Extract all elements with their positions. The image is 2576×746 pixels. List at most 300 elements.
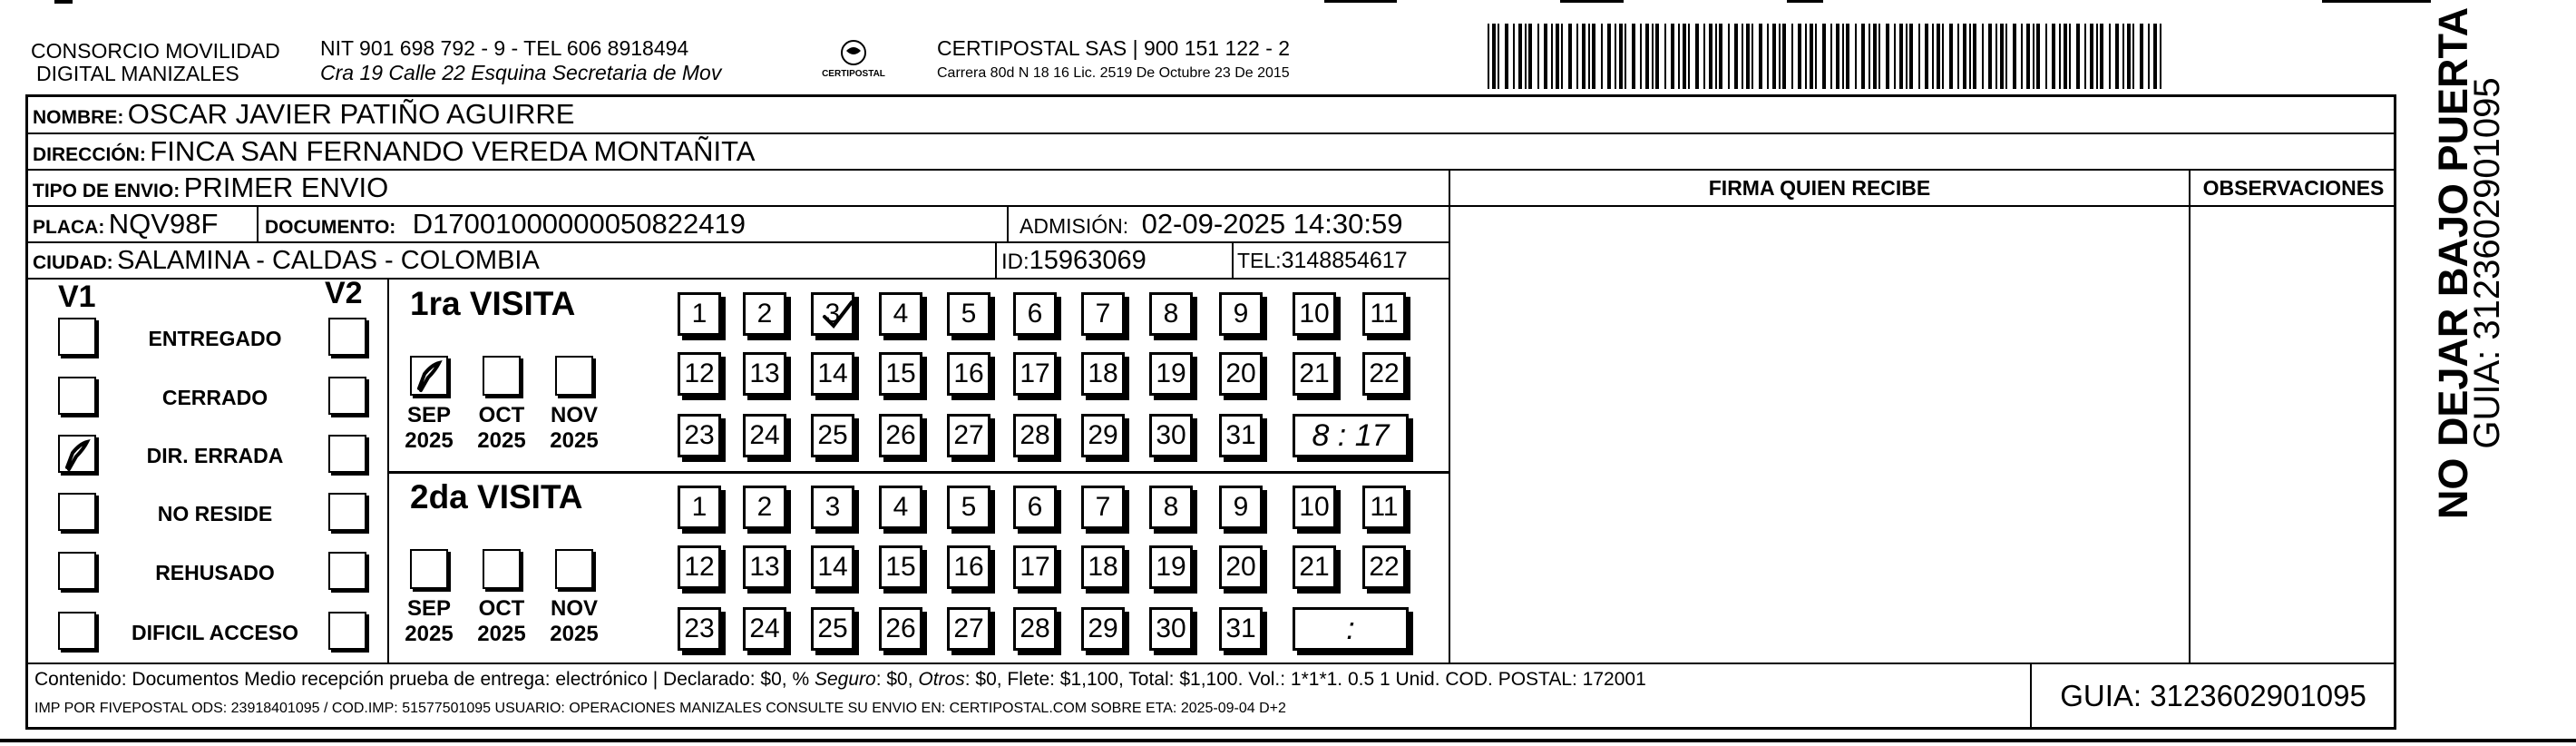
day-number: 25 xyxy=(817,613,848,643)
day-checkbox[interactable] xyxy=(811,292,854,336)
day-number: 31 xyxy=(1225,613,1256,643)
day-checkbox[interactable] xyxy=(1219,292,1263,336)
day-number: 17 xyxy=(1020,358,1050,388)
barcode-bar xyxy=(2153,24,2157,89)
barcode-bar xyxy=(1518,24,1522,89)
day-checkbox[interactable] xyxy=(879,486,922,529)
year-label: 2025 xyxy=(550,428,599,453)
day-number: 4 xyxy=(893,492,909,522)
barcode-bar xyxy=(2122,24,2124,89)
company-nit: NIT 901 698 792 - 9 - TEL 606 8918494 xyxy=(320,36,689,60)
day-checkbox[interactable] xyxy=(1013,607,1057,651)
time-field[interactable] xyxy=(1293,607,1409,651)
barcode-bar xyxy=(2148,24,2150,89)
month-checkbox[interactable] xyxy=(483,356,521,396)
document-label: DOCUMENTO: xyxy=(265,217,396,238)
day-number: 30 xyxy=(1156,420,1186,450)
barcode-bar xyxy=(2096,24,2098,89)
day-number: 22 xyxy=(1369,552,1400,582)
barcode-bar xyxy=(1836,24,1839,89)
barcode-bar xyxy=(1615,24,1616,89)
barcode-bar xyxy=(2076,24,2080,89)
day-checkbox[interactable] xyxy=(1081,414,1125,457)
day-number: 19 xyxy=(1156,552,1186,582)
city-value: SALAMINA - CALDAS - COLOMBIA xyxy=(117,246,540,275)
barcode-bar xyxy=(2036,24,2040,89)
v2-checkbox[interactable] xyxy=(328,377,366,415)
day-number: 15 xyxy=(885,358,916,388)
year-label: 2025 xyxy=(405,622,454,646)
day-number: 15 xyxy=(885,552,916,582)
barcode-bar xyxy=(1742,24,1743,89)
day-checkbox[interactable] xyxy=(811,486,854,529)
barcode-bar xyxy=(2021,24,2023,89)
day-number: 31 xyxy=(1225,420,1256,450)
barcode-bar xyxy=(1861,24,1865,89)
barcode-bar xyxy=(2090,24,2093,89)
barcode-bar xyxy=(1728,24,1730,89)
barcode-bar xyxy=(1561,24,1563,89)
day-checkbox[interactable] xyxy=(1219,545,1263,589)
address-row xyxy=(33,133,755,170)
day-number: 7 xyxy=(1095,299,1111,329)
v1-checkbox[interactable] xyxy=(58,493,96,531)
time-value: : xyxy=(1346,612,1355,646)
barcode-bar xyxy=(1678,24,1680,89)
barcode-bar xyxy=(1528,24,1532,89)
year-label: 2025 xyxy=(550,622,599,646)
day-number: 12 xyxy=(684,358,715,388)
barcode-bar xyxy=(1488,24,1489,89)
day-number: 3 xyxy=(825,299,841,329)
day-checkbox[interactable] xyxy=(743,414,786,457)
barcode-bar xyxy=(1568,24,1572,89)
company-name-line1: CONSORCIO MOVILIDAD xyxy=(31,39,280,63)
day-checkbox[interactable] xyxy=(811,607,854,651)
barcode-bar xyxy=(1537,24,1539,89)
day-checkbox[interactable] xyxy=(1013,545,1057,589)
barcode-bar xyxy=(2069,24,2071,89)
recipient-address: FINCA SAN FERNANDO VEREDA MONTAÑITA xyxy=(150,135,756,167)
id-label: ID: xyxy=(1001,250,1029,274)
month-checkbox[interactable] xyxy=(410,356,448,396)
barcode-bar xyxy=(2026,24,2030,89)
barcode-bar xyxy=(1957,24,1959,89)
barcode-bar xyxy=(1969,24,1971,89)
signature-header: FIRMA QUIEN RECIBE xyxy=(1708,176,1931,200)
type-row xyxy=(33,170,388,206)
day-checkbox[interactable] xyxy=(1081,486,1125,529)
day-number: 29 xyxy=(1088,613,1118,643)
barcode-bar xyxy=(1601,24,1603,89)
type-label: TIPO DE ENVIO: xyxy=(33,181,181,201)
day-number: 9 xyxy=(1233,299,1249,329)
courier-name: CERTIPOSTAL SAS | 900 151 122 - 2 xyxy=(937,36,1291,60)
barcode-bar xyxy=(1988,24,1992,89)
barcode-bar xyxy=(1492,24,1496,89)
day-checkbox[interactable] xyxy=(1362,545,1406,589)
month-year-label xyxy=(470,596,533,647)
day-checkbox[interactable] xyxy=(678,292,721,336)
day-checkbox[interactable] xyxy=(947,486,990,529)
barcode-bar xyxy=(2059,24,2061,89)
month-year-label xyxy=(397,403,461,454)
day-number: 16 xyxy=(953,358,984,388)
day-checkbox[interactable] xyxy=(947,607,990,651)
day-number: 21 xyxy=(1299,358,1330,388)
day-number: 24 xyxy=(749,613,780,643)
document-value: D17001000000050822419 xyxy=(412,208,746,240)
barcode-bar xyxy=(1982,24,1984,89)
day-number: 6 xyxy=(1027,492,1043,522)
day-checkbox[interactable] xyxy=(879,352,922,396)
barcode-bar xyxy=(1779,24,1781,89)
day-checkbox[interactable] xyxy=(879,545,922,589)
day-checkbox[interactable] xyxy=(879,607,922,651)
barcode-bar xyxy=(1505,24,1508,89)
barcode-bar xyxy=(1645,24,1649,89)
courier-address: Carrera 80d N 18 16 Lic. 2519 De Octubre 23 De 2015 xyxy=(937,65,1290,81)
day-number: 6 xyxy=(1027,299,1043,329)
day-checkbox[interactable] xyxy=(879,414,922,457)
observations-area[interactable] xyxy=(2191,207,2396,663)
day-number: 18 xyxy=(1088,358,1118,388)
handwritten-check-icon xyxy=(412,358,448,394)
v2-checkbox[interactable] xyxy=(328,318,366,356)
day-checkbox[interactable] xyxy=(1219,352,1263,396)
month-checkbox[interactable] xyxy=(555,549,593,589)
v1-header: V1 xyxy=(58,280,96,314)
barcode-bar xyxy=(1995,24,1997,89)
barcode-bar xyxy=(1963,24,1966,89)
barcode-bar xyxy=(1873,24,1877,89)
day-checkbox[interactable] xyxy=(1362,486,1406,529)
month-checkbox[interactable] xyxy=(410,549,448,589)
day-number: 29 xyxy=(1088,420,1118,450)
barcode-bar xyxy=(1556,24,1559,89)
barcode-bar xyxy=(2127,24,2131,89)
day-checkbox[interactable] xyxy=(1081,607,1125,651)
day-checkbox[interactable] xyxy=(743,486,786,529)
day-number: 10 xyxy=(1299,492,1330,522)
barcode-bar xyxy=(1576,24,1578,89)
v1-checkbox[interactable] xyxy=(58,612,96,650)
month-checkbox[interactable] xyxy=(483,549,521,589)
day-checkbox[interactable] xyxy=(1149,607,1193,651)
barcode-bar xyxy=(1918,24,1920,89)
day-checkbox[interactable] xyxy=(947,414,990,457)
day-checkbox[interactable] xyxy=(811,545,854,589)
barcode-bar xyxy=(1925,24,1928,89)
barcode-bar xyxy=(1906,24,1908,89)
v1-checkbox[interactable] xyxy=(58,377,96,415)
contents-text-c: : $0, Flete: $1,100, Total: $1,100. Vol.: 1*1*1. 0.5 1 Unid. COD. POSTAL: 172001 xyxy=(964,669,1646,690)
month-label: SEP xyxy=(406,403,452,427)
day-checkbox[interactable] xyxy=(743,545,786,589)
barcode-bar xyxy=(1688,24,1690,89)
barcode xyxy=(1488,24,2168,89)
barcode-bar xyxy=(1655,24,1659,89)
barcode-bar xyxy=(1842,24,1844,89)
month-label: NOV xyxy=(550,596,598,621)
scan-edge-bottom xyxy=(0,737,2576,746)
day-checkbox[interactable] xyxy=(1081,352,1125,396)
barcode-bar xyxy=(1719,24,1722,89)
month-year-label xyxy=(542,596,606,647)
day-number: 1 xyxy=(691,492,707,522)
barcode-bar xyxy=(1619,24,1623,89)
barcode-bar xyxy=(2000,24,2004,89)
day-number: 21 xyxy=(1299,552,1330,582)
day-number: 7 xyxy=(1095,492,1111,522)
day-checkbox[interactable] xyxy=(1149,292,1193,336)
day-checkbox[interactable] xyxy=(743,352,786,396)
day-checkbox[interactable] xyxy=(1362,352,1406,396)
tel-cell xyxy=(1237,242,1408,279)
day-checkbox[interactable] xyxy=(1293,292,1336,336)
barcode-bar xyxy=(2132,24,2134,89)
signature-area[interactable] xyxy=(1450,207,2189,663)
barcode-bar xyxy=(1899,24,1903,89)
barcode-bar xyxy=(2140,24,2143,89)
print-info-line: IMP POR FIVEPOSTAL ODS: 23918401095 / COD.IMP: 51577501095 USUARIO: OPERACIONES MANIZALES CONSULTE SU ENVIO EN: CERTIPOSTAL.COM SOBRE ETA: 2025-09-04 D+2 xyxy=(34,701,1286,716)
day-number: 4 xyxy=(893,299,909,329)
barcode-bar xyxy=(1878,24,1880,89)
v2-checkbox[interactable] xyxy=(328,612,366,650)
barcode-bar xyxy=(1830,24,1832,89)
day-number: 1 xyxy=(691,299,707,329)
barcode-bar xyxy=(1973,24,1976,89)
day-number: 14 xyxy=(817,358,848,388)
day-number: 28 xyxy=(1020,613,1050,643)
day-checkbox[interactable] xyxy=(1149,352,1193,396)
day-checkbox[interactable] xyxy=(1013,414,1057,457)
city-label: CIUDAD: xyxy=(33,252,113,273)
side-guia: GUIA: 3123602901095 xyxy=(2467,77,2507,449)
name-row xyxy=(33,96,574,133)
day-number: 28 xyxy=(1020,420,1050,450)
day-checkbox[interactable] xyxy=(811,414,854,457)
day-checkbox[interactable] xyxy=(811,352,854,396)
day-number: 11 xyxy=(1370,299,1399,329)
v1-checkbox[interactable] xyxy=(58,552,96,590)
barcode-bar xyxy=(1652,24,1654,89)
barcode-bar xyxy=(1759,24,1762,89)
city-cell xyxy=(33,242,540,279)
day-checkbox[interactable] xyxy=(1149,486,1193,529)
day-checkbox[interactable] xyxy=(1293,352,1336,396)
barcode-bar xyxy=(2013,24,2016,89)
month-year-label xyxy=(542,403,606,454)
month-label: SEP xyxy=(406,596,452,621)
barcode-bar xyxy=(1869,24,1870,89)
barcode-bar xyxy=(2100,24,2103,89)
barcode-bar xyxy=(1909,24,1913,89)
month-label: NOV xyxy=(550,403,598,427)
barcode-bar xyxy=(1782,24,1786,89)
day-number: 8 xyxy=(1163,492,1179,522)
day-checkbox[interactable] xyxy=(1149,545,1193,589)
contents-seguro: Seguro xyxy=(814,669,876,690)
barcode-bar xyxy=(1798,24,1801,89)
barcode-bar xyxy=(1942,24,1944,89)
v2-header: V2 xyxy=(325,276,363,310)
day-checkbox[interactable] xyxy=(1219,486,1263,529)
certipostal-logo xyxy=(810,38,897,85)
barcode-bar xyxy=(2160,24,2161,89)
day-checkbox[interactable] xyxy=(678,414,721,457)
day-checkbox[interactable] xyxy=(947,352,990,396)
day-checkbox[interactable] xyxy=(678,352,721,396)
day-number: 27 xyxy=(953,420,984,450)
day-checkbox[interactable] xyxy=(1219,414,1263,457)
day-checkbox[interactable] xyxy=(1149,414,1193,457)
day-number: 11 xyxy=(1370,492,1399,522)
day-checkbox[interactable] xyxy=(879,292,922,336)
visit-title: 2da VISITA xyxy=(410,478,583,515)
month-year-label xyxy=(397,596,461,647)
barcode-bar xyxy=(1632,24,1635,89)
day-checkbox[interactable] xyxy=(1013,486,1057,529)
id-cell xyxy=(1001,242,1147,279)
day-checkbox[interactable] xyxy=(1293,486,1336,529)
barcode-bar xyxy=(1791,24,1793,89)
barcode-bar xyxy=(1822,24,1826,89)
footer-guia: GUIA: 3123602901095 xyxy=(2060,679,2366,712)
status-option-label: DIFICIL ACCESO xyxy=(131,621,298,644)
company-address: Cra 19 Calle 22 Esquina Secretaria de Mov xyxy=(320,61,722,84)
v1-checkbox[interactable] xyxy=(58,318,96,356)
day-checkbox[interactable] xyxy=(1219,607,1263,651)
barcode-bar xyxy=(1886,24,1889,89)
day-number: 9 xyxy=(1233,492,1249,522)
time-field[interactable] xyxy=(1293,414,1409,457)
barcode-bar xyxy=(1805,24,1807,89)
barcode-bar xyxy=(1937,24,1940,89)
barcode-bar xyxy=(2115,24,2119,89)
day-checkbox[interactable] xyxy=(743,607,786,651)
status-option-label: NO RESIDE xyxy=(157,502,273,525)
day-checkbox[interactable] xyxy=(1293,545,1336,589)
day-number: 20 xyxy=(1225,358,1256,388)
day-number: 10 xyxy=(1299,299,1330,329)
address-label: DIRECCIÓN: xyxy=(33,144,146,165)
recipient-name: OSCAR JAVIER PATIÑO AGUIRRE xyxy=(127,98,575,130)
barcode-bar xyxy=(1709,24,1712,89)
day-checkbox[interactable] xyxy=(1081,292,1125,336)
barcode-bar xyxy=(2045,24,2047,89)
barcode-bar xyxy=(1855,24,1857,89)
barcode-bar xyxy=(1703,24,1705,89)
day-number: 25 xyxy=(817,420,848,450)
barcode-bar xyxy=(1767,24,1769,89)
day-checkbox[interactable] xyxy=(743,292,786,336)
time-value: 8 : 17 xyxy=(1312,418,1390,453)
day-checkbox[interactable] xyxy=(678,486,721,529)
day-checkbox[interactable] xyxy=(947,545,990,589)
barcode-bar xyxy=(2064,24,2067,89)
month-label: OCT xyxy=(478,403,525,427)
day-checkbox[interactable] xyxy=(1013,352,1057,396)
document-cell xyxy=(265,206,746,242)
barcode-bar xyxy=(1683,24,1686,89)
day-number: 12 xyxy=(684,552,715,582)
month-checkbox[interactable] xyxy=(555,356,593,396)
day-checkbox[interactable] xyxy=(1013,292,1057,336)
barcode-bar xyxy=(1772,24,1776,89)
day-checkbox[interactable] xyxy=(1362,292,1406,336)
observations-header: OBSERVACIONES xyxy=(2202,176,2385,200)
day-checkbox[interactable] xyxy=(678,545,721,589)
v2-checkbox[interactable] xyxy=(328,552,366,590)
barcode-bar xyxy=(1513,24,1515,89)
contents-otros: Otros xyxy=(918,669,965,690)
barcode-bar xyxy=(1894,24,1896,89)
barcode-bar xyxy=(1592,24,1595,89)
day-number: 2 xyxy=(756,492,773,522)
company-name-line2: DIGITAL MANIZALES xyxy=(36,62,239,85)
day-number: 30 xyxy=(1156,613,1186,643)
certipostal-logo-text: CERTIPOSTAL xyxy=(822,69,885,79)
day-number: 16 xyxy=(953,552,984,582)
barcode-bar xyxy=(1715,24,1717,89)
status-option-label: REHUSADO xyxy=(155,561,275,584)
day-number: 23 xyxy=(684,613,715,643)
v2-checkbox[interactable] xyxy=(328,493,366,531)
barcode-bar xyxy=(1746,24,1750,89)
day-checkbox[interactable] xyxy=(947,292,990,336)
admission-label: ADMISIÓN: xyxy=(1020,214,1129,238)
month-year-label xyxy=(470,403,533,454)
barcode-bar xyxy=(1640,24,1642,89)
barcode-bar xyxy=(2084,24,2086,89)
day-number: 17 xyxy=(1020,552,1050,582)
day-number: 5 xyxy=(961,492,977,522)
contents-line xyxy=(34,669,1646,691)
barcode-bar xyxy=(1810,24,1813,89)
barcode-bar xyxy=(1625,24,1626,89)
year-label: 2025 xyxy=(477,428,526,453)
day-checkbox[interactable] xyxy=(678,607,721,651)
admission-cell xyxy=(1020,206,1402,242)
barcode-bar xyxy=(1588,24,1590,89)
year-label: 2025 xyxy=(405,428,454,453)
status-option-label: DIR. ERRADA xyxy=(146,444,284,467)
side-warning: NO DEJAR BAJO PUERTA xyxy=(2430,6,2476,520)
year-label: 2025 xyxy=(477,622,526,646)
v1-checkbox[interactable] xyxy=(58,435,96,473)
scan-edge-top xyxy=(0,0,2576,5)
day-checkbox[interactable] xyxy=(1081,545,1125,589)
day-number: 22 xyxy=(1369,358,1400,388)
v2-checkbox[interactable] xyxy=(328,435,366,473)
status-option-label: ENTREGADO xyxy=(148,327,282,350)
barcode-bar xyxy=(2052,24,2055,89)
barcode-bar xyxy=(1671,24,1674,89)
day-number: 8 xyxy=(1163,299,1179,329)
day-number: 24 xyxy=(749,420,780,450)
name-label: NOMBRE: xyxy=(33,107,124,128)
barcode-bar xyxy=(1695,24,1699,89)
day-number: 18 xyxy=(1088,552,1118,582)
barcode-bar xyxy=(1664,24,1666,89)
barcode-bar xyxy=(1815,24,1817,89)
tel-label: TEL: xyxy=(1237,249,1282,272)
day-number: 26 xyxy=(885,420,916,450)
barcode-bar xyxy=(1846,24,1849,89)
status-option-label: CERRADO xyxy=(161,386,268,409)
id-value: 15963069 xyxy=(1029,246,1147,275)
